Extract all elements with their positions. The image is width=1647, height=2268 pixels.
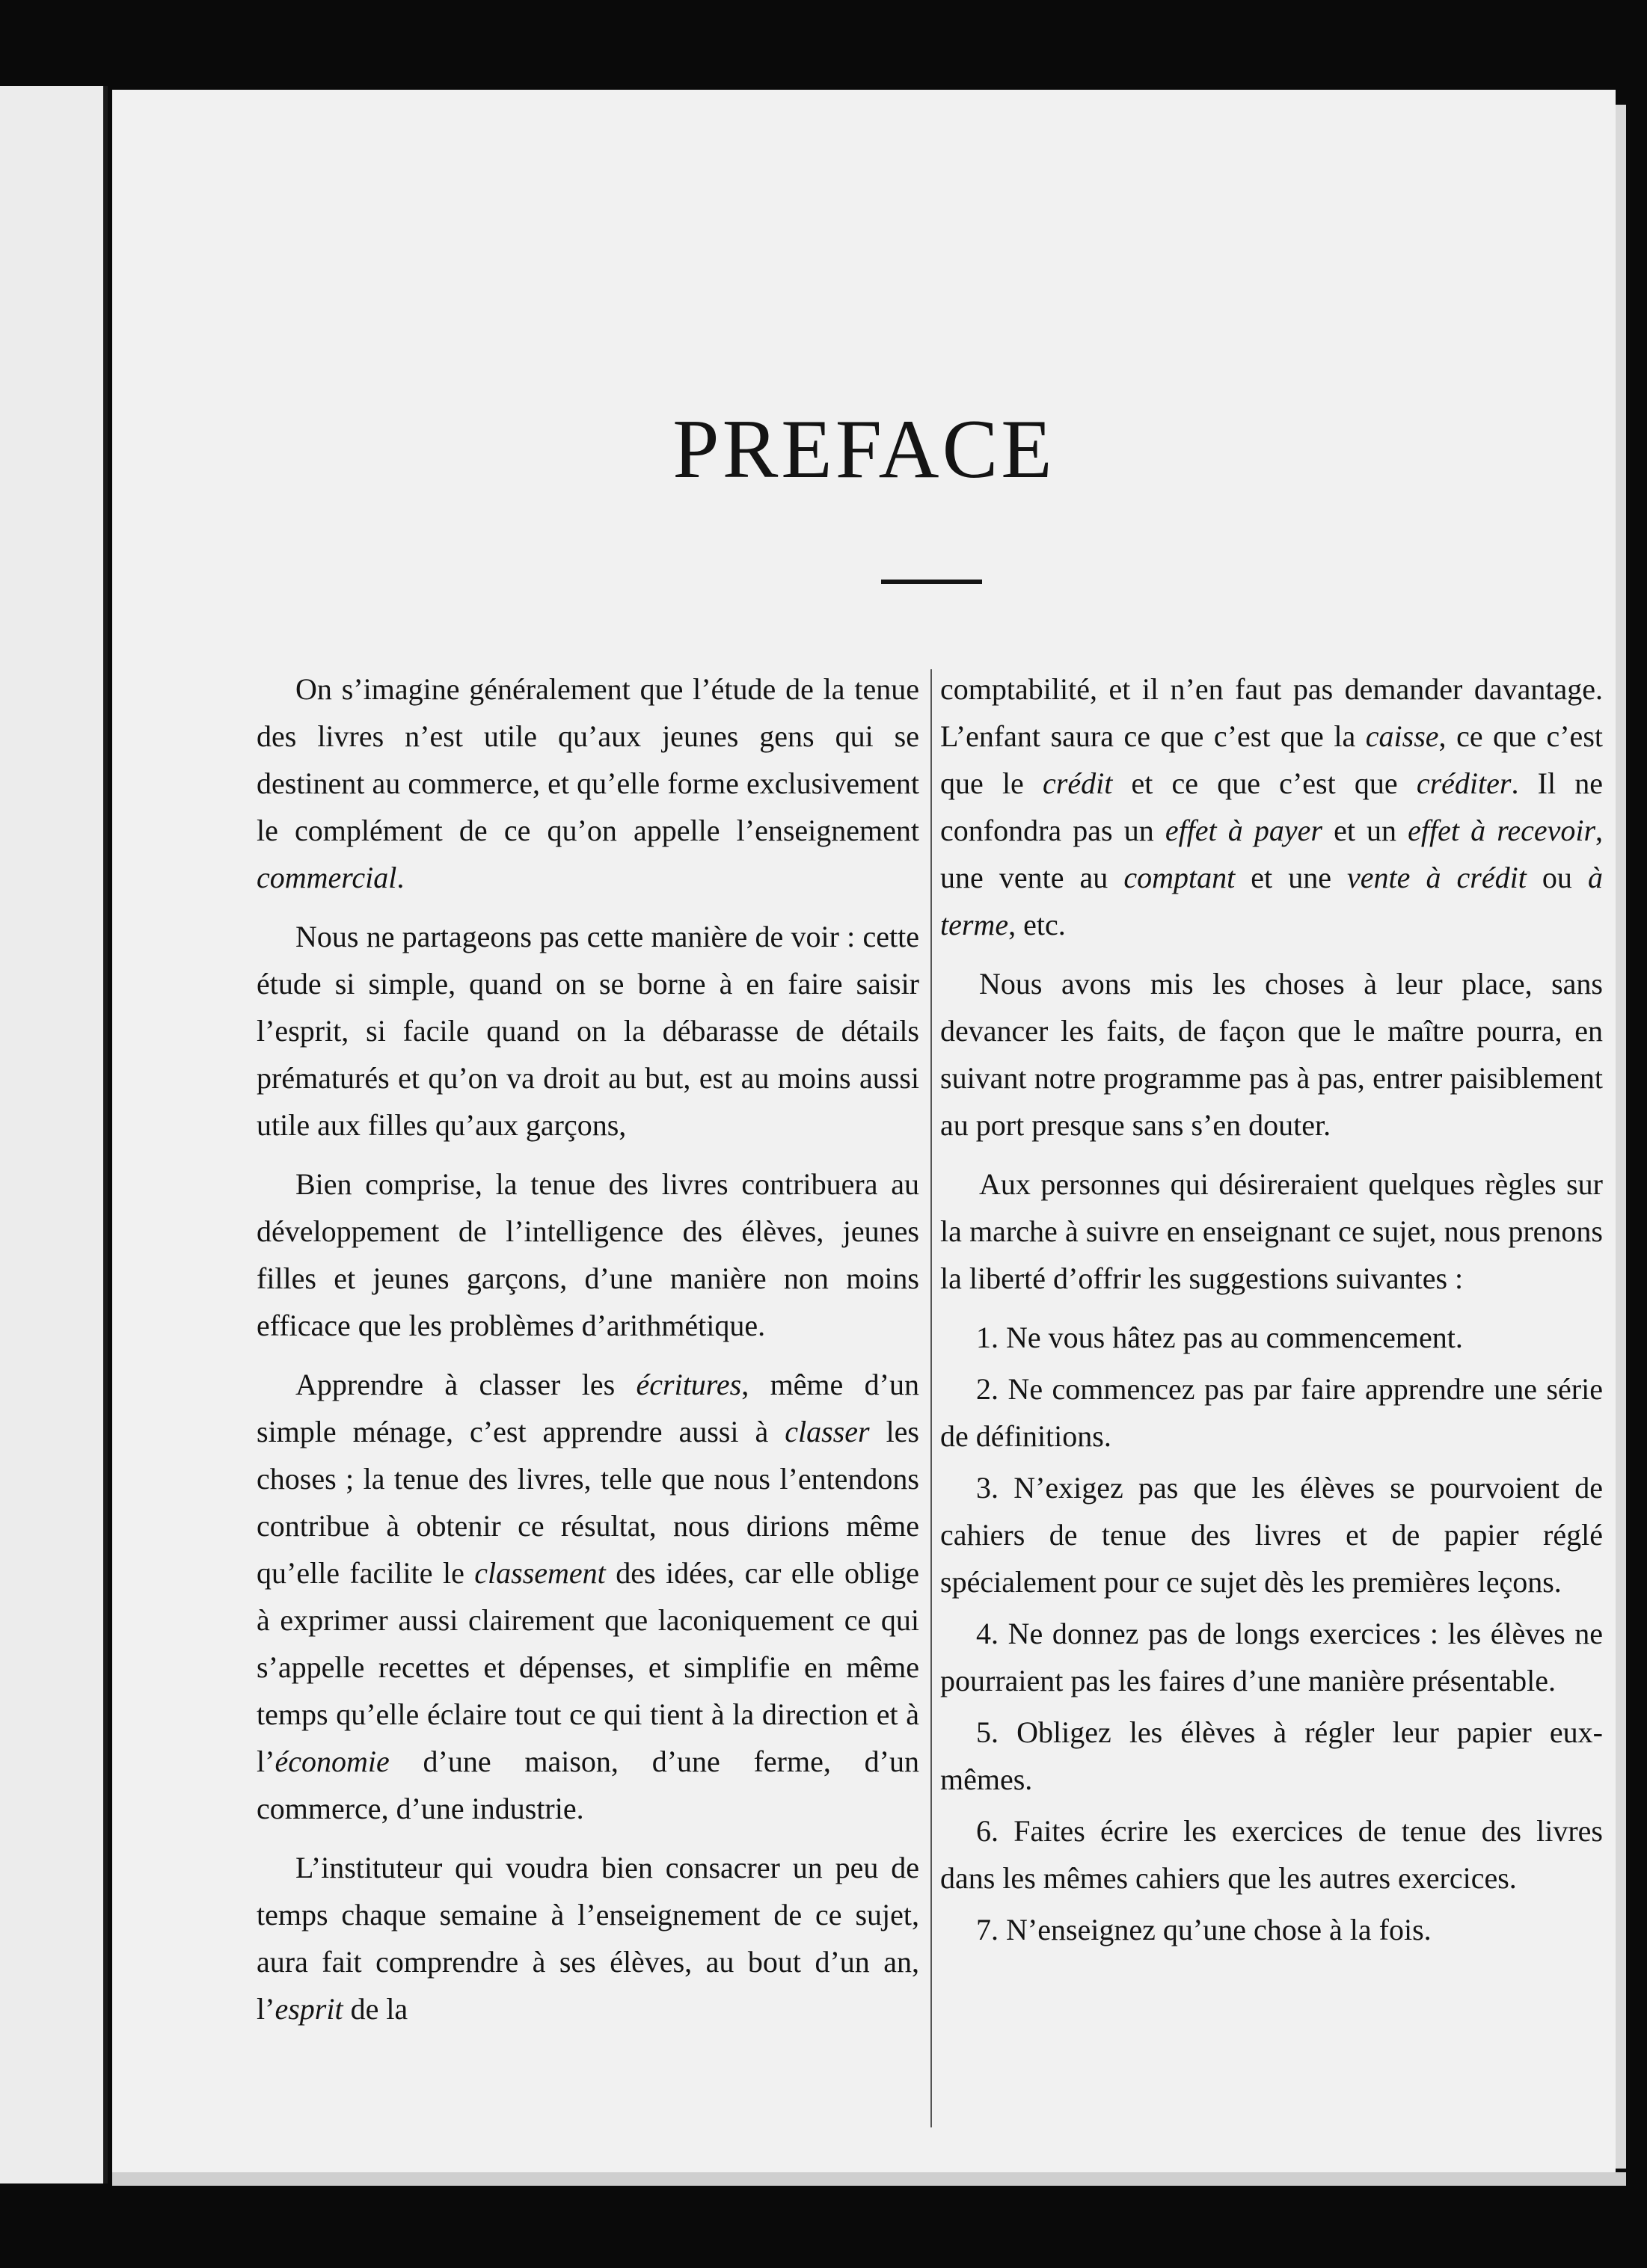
paragraph: L’instituteur qui voudra bien consacrer un peu de temps chaque semaine à l’enseignement de ce sujet, aura fait comprendre à ses élèves, au bout d’un an, l’esprit de la (257, 1851, 919, 2026)
paragraph: Nous avons mis les choses à leur place, sans devancer les faits, de façon que le maître pourra, en suivant notre programme pas à pas, entrer paisiblement au port presque sans s’en douter. (940, 967, 1603, 1142)
title-rule (881, 580, 982, 584)
list-item: 3. N’exigez pas que les élèves se pourvoient de cahiers de tenue des livres et de papier réglé spécialement pour ce sujet dès les premières leçons. (940, 1471, 1603, 1599)
list-item: 6. Faites écrire les exercices de tenue des livres dans les mêmes cahiers que les autres exercices. (940, 1814, 1603, 1895)
book-page (112, 90, 1616, 2172)
list-item: 7. N’enseignez qu’une chose à la fois. (976, 1913, 1432, 1946)
paragraph: Nous ne partageons pas cette manière de voir : cette étude si simple, quand on se borne à en faire saisir l’esprit, si facile quand on la débarasse de détails prématurés et qu’on va droit au but, est au moins aussi utile aux filles qu’aux garçons, (257, 920, 919, 1142)
paragraph: On s’imagine généralement que l’étude de la tenue des livres n’est utile qu’aux jeunes gens qui se destinent au commerce, et qu’elle forme exclusivement le complément de ce qu’on appelle l’enseignement commercial. (257, 672, 919, 894)
list-item: 5. Obligez les élèves à régler leur papier eux-mêmes. (940, 1715, 1603, 1796)
right-column (940, 666, 1603, 1958)
list-item: 1. Ne vous hâtez pas au commencement. (976, 1321, 1463, 1354)
column-divider (930, 669, 932, 2127)
paragraph: Bien comprise, la tenue des livres contribuera au développement de l’intelligence des élèves, jeunes filles et jeunes garçons, d’une manière non moins efficace que les problèmes d’arithmétique. (257, 1167, 919, 1342)
paragraph: comptabilité, et il n’en faut pas demander davantage. L’enfant saura ce que c’est que la caisse, ce que c’est que le crédit et ce que c’est que créditer. Il ne confondra pas un effet à payer et un effet à recevoir, une vente au comptant et une vente à crédit ou à terme, etc. (940, 672, 1604, 941)
page-edge-bottom (112, 2172, 1626, 2186)
paragraph: Apprendre à classer les écritures, même d’un simple ménage, c’est apprendre aussi à classer les choses ; la tenue des livres, telle que nous l’entendons contribue à obtenir ce résultat, nous dirions même qu’elle facilite le classement des idées, car elle oblige à exprimer aussi clairement que laconiquement ce qui s’appelle recettes et dépenses, et simplifie en même temps qu’elle éclaire tout ce qui tient à la direction et à l’économie d’une maison, d’une ferme, d’un commerce, d’une industrie. (257, 1368, 920, 1825)
previous-page-edge (0, 86, 108, 2184)
page-edge-right (1616, 105, 1626, 2169)
left-column (257, 666, 919, 2044)
page-title: PREFACE (672, 403, 1055, 496)
list-item: 2. Ne commencez pas par faire apprendre une série de définitions. (940, 1372, 1603, 1453)
list-item: 4. Ne donnez pas de longs exercices : les élèves ne pourraient pas les faires d’une manière présentable. (940, 1617, 1603, 1697)
paragraph: Aux personnes qui désireraient quelques règles sur la marche à suivre en enseignant ce sujet, nous prenons la liberté d’offrir les suggestions suivantes : (940, 1167, 1603, 1295)
